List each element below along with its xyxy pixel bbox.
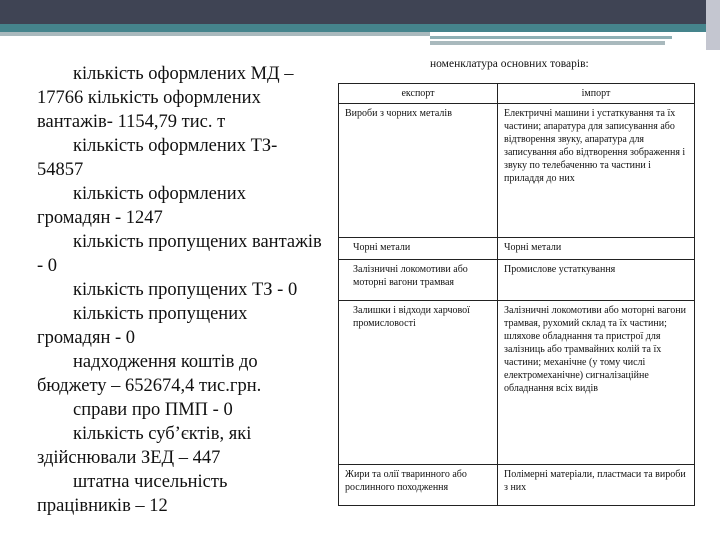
statistics-line: працівників – 12 xyxy=(37,496,168,516)
table-row xyxy=(339,465,695,506)
statistics-line: кількість пропущених ТЗ - 0 xyxy=(73,280,298,300)
statistics-line: - 0 xyxy=(37,256,58,276)
goods-table xyxy=(338,83,695,506)
statistics-line: кількість оформлених xyxy=(73,184,246,204)
statistics-line: штатна чисельність xyxy=(73,472,228,492)
table-title: номенклатура основних товарів: xyxy=(430,58,589,70)
statistics-line: кількість пропущених вантажів xyxy=(73,232,322,252)
import-cell: Полімерні матеріали, пластмаси та вироби з них xyxy=(498,465,695,506)
slide-accent-line xyxy=(430,41,665,45)
slide-accent-line xyxy=(430,36,672,39)
export-cell: Залізничні локомотиви або моторні вагони трамвая xyxy=(339,260,498,301)
import-cell: Електричні машини і устаткування та їх частини; апаратура для записування або відтворення звуку, апаратура для записування або відтворення зображення і звуку по телебаченню та частини і приладдя до них xyxy=(498,104,695,238)
table-row xyxy=(339,260,695,301)
column-header-import: імпорт xyxy=(498,84,695,104)
import-cell: Чорні метали xyxy=(498,238,695,260)
statistics-line: кількість оформлених МД – xyxy=(73,64,294,84)
statistics-line: кількість суб’єктів, які xyxy=(73,424,252,444)
statistics-line: вантажів- 1154,79 тис. т xyxy=(37,112,226,132)
table-row xyxy=(339,301,695,465)
export-cell: Залишки і відходи харчової промисловості xyxy=(339,301,498,465)
slide-header-bar xyxy=(0,0,720,24)
statistics-line: кількість оформлених ТЗ- xyxy=(73,136,278,156)
statistics-line: 54857 xyxy=(37,160,84,180)
statistics-line: справи про ПМП - 0 xyxy=(73,400,233,420)
statistics-line: бюджету – 652674,4 тис.грн. xyxy=(37,376,262,396)
export-cell: Чорні метали xyxy=(339,238,498,260)
statistics-line: здійснювали ЗЕД – 447 xyxy=(37,448,221,468)
statistics-line: надходження коштів до xyxy=(73,352,258,372)
import-cell: Промислове устаткування xyxy=(498,260,695,301)
statistics-line: громадян - 0 xyxy=(37,328,136,348)
import-cell: Залізничні локомотиви або моторні вагони трамвая, рухомий склад та їх частини; шляхове обладнання та пристрої для залізниць або трамвайних колій та їх частини; механічне (у тому числі електромеханічне) сигналізаційне обладнання всіх видів xyxy=(498,301,695,465)
statistics-line: 17766 кількість оформлених xyxy=(37,88,261,108)
slide-edge-decoration xyxy=(706,0,720,50)
slide-accent-bar xyxy=(0,24,720,32)
table-row xyxy=(339,238,695,260)
table-row xyxy=(339,104,695,238)
statistics-line: громадян - 1247 xyxy=(37,208,163,228)
export-cell: Жири та олії тваринного або рослинного походження xyxy=(339,465,498,506)
column-header-export: експорт xyxy=(339,84,498,104)
export-cell: Вироби з чорних металів xyxy=(339,104,498,238)
statistics-text xyxy=(37,62,347,518)
slide-accent-line xyxy=(0,32,430,36)
statistics-line: кількість пропущених xyxy=(73,304,248,324)
